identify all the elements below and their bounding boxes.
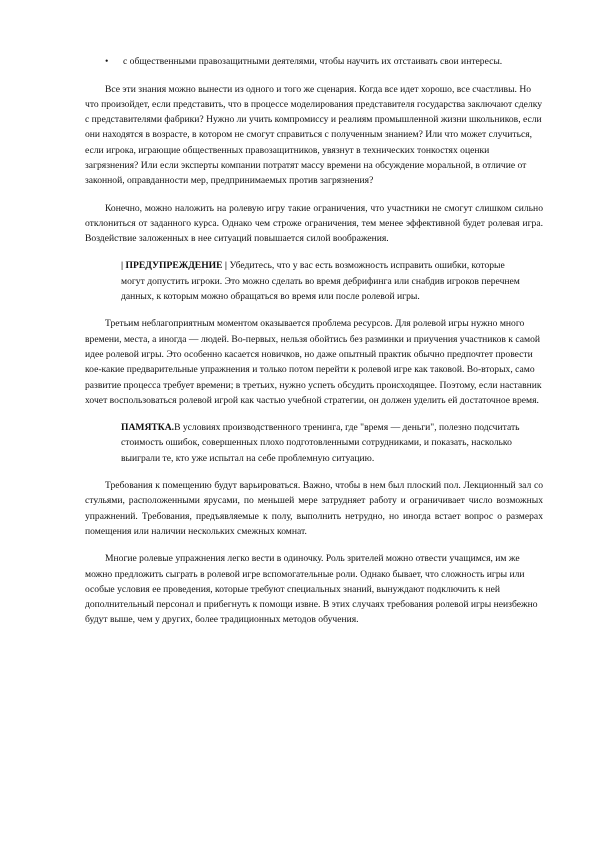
warning-text: Убедитесь, что у вас есть возможность исправить ошибки, которые могут допустить игроки. Это можно сделать во время дебрифинга или снабдив игроков перечнем данных, к которым можно обращаться во время или после ролевой игры. <box>121 260 520 303</box>
memo-text: В условиях производственного тренинга, где "время — деньги", полезно подсчитать стоимость ошибок, совершенных плохо подготовленными сотрудниками, и показать, насколько выиграли те, кто уже испытал на себе проблемную ситуацию. <box>121 422 520 464</box>
paragraph-room-requirements: Требования к помещению будут варьироваться. Важно, чтобы в нем был плоский пол. Лекционный зал со стульями, расположенными ярусами, по меньшей мере затрудняет работу и ограничивает число возможных упражнений. Требования, предъявляемые к полу, выполнить нетрудно, но иногда встает вопрос о размерах помещения или наличии нескольких смежных комнат. <box>85 480 543 537</box>
memo-label: ПАМЯТКА. <box>121 422 175 434</box>
bullet-text: с общественными правозащитными деятелями, чтобы научить их отстаивать свои интересы. <box>123 56 503 67</box>
paragraph-scenario-knowledge: Все эти знания можно вынести из одного и того же сценария. Когда все идет хорошо, все счастливы. Но что произойдет, если представить, что в процессе моделирования представителя государства заключают сделку с представителями фабрики? Нужно ли учить компромиссу и реалиям промышленной жизни школьников, если они находятся в возрасте, в котором не смогут справиться с полученным знанием? Или что может случиться, если игрока, играющие общественных правозащитников, увязнут в технических тонкостях оценки загрязнения? Или если эксперты компании потратят массу времени на обсуждение моральной, в отличие от законной, оправданности мер, предпринимаемых против загрязнения? <box>85 83 543 187</box>
memo-note <box>85 420 543 466</box>
paragraph-staffing: Многие ролевые упражнения легко вести в одиночку. Роль зрителей можно отвести учащимся, им же можно предложить сыграть в ролевой игре вспомогательные роли. Однако бывает, что сложность игры или особые условия ее проведения, которые требуют специальных знаний, вынуждают подключить к ней дополнительный персонал и прибегнуть к помощи извне. В этих случаях требования ролевой игры неизбежно будут выше, чем у других, более традиционных методов обучения. <box>85 553 538 626</box>
bullet-list-item <box>85 54 543 70</box>
bullet-marker: • <box>105 56 109 67</box>
document-page <box>85 54 543 640</box>
warning-note <box>85 258 543 304</box>
paragraph-resources: Третьим неблагоприятным моментом оказывается проблема ресурсов. Для ролевой игры нужно много времени, места, а иногда — людей. Во-первых, нельзя обойтись без разминки и приучения участников к самой идее ролевой игры. Это особенно касается новичков, но даже опытный практик обычно предпочтет провести кое-какие предварительные упражнения и только потом перейти к ролевой игре как таковой. Во-вторых, само развитие процесса требует времени; в третьих, нужно успеть обсудить происходящее. Поэтому, если наставник хочет воспользоваться ролевой игрой как частью учебной стратегии, он должен уделить ей достаточное время. <box>85 318 542 406</box>
warning-label: | ПРЕДУПРЕЖДЕНИЕ | <box>121 260 228 272</box>
paragraph-role-play-limits: Конечно, можно наложить на ролевую игру такие ограничения, что участники не смогут слишком сильно отклониться от заданного курса. Однако чем строже ограничения, тем менее эффективной будет ролевая игра. Воздействие заложенных в нее ситуаций повышается силой воображения. <box>85 202 543 245</box>
